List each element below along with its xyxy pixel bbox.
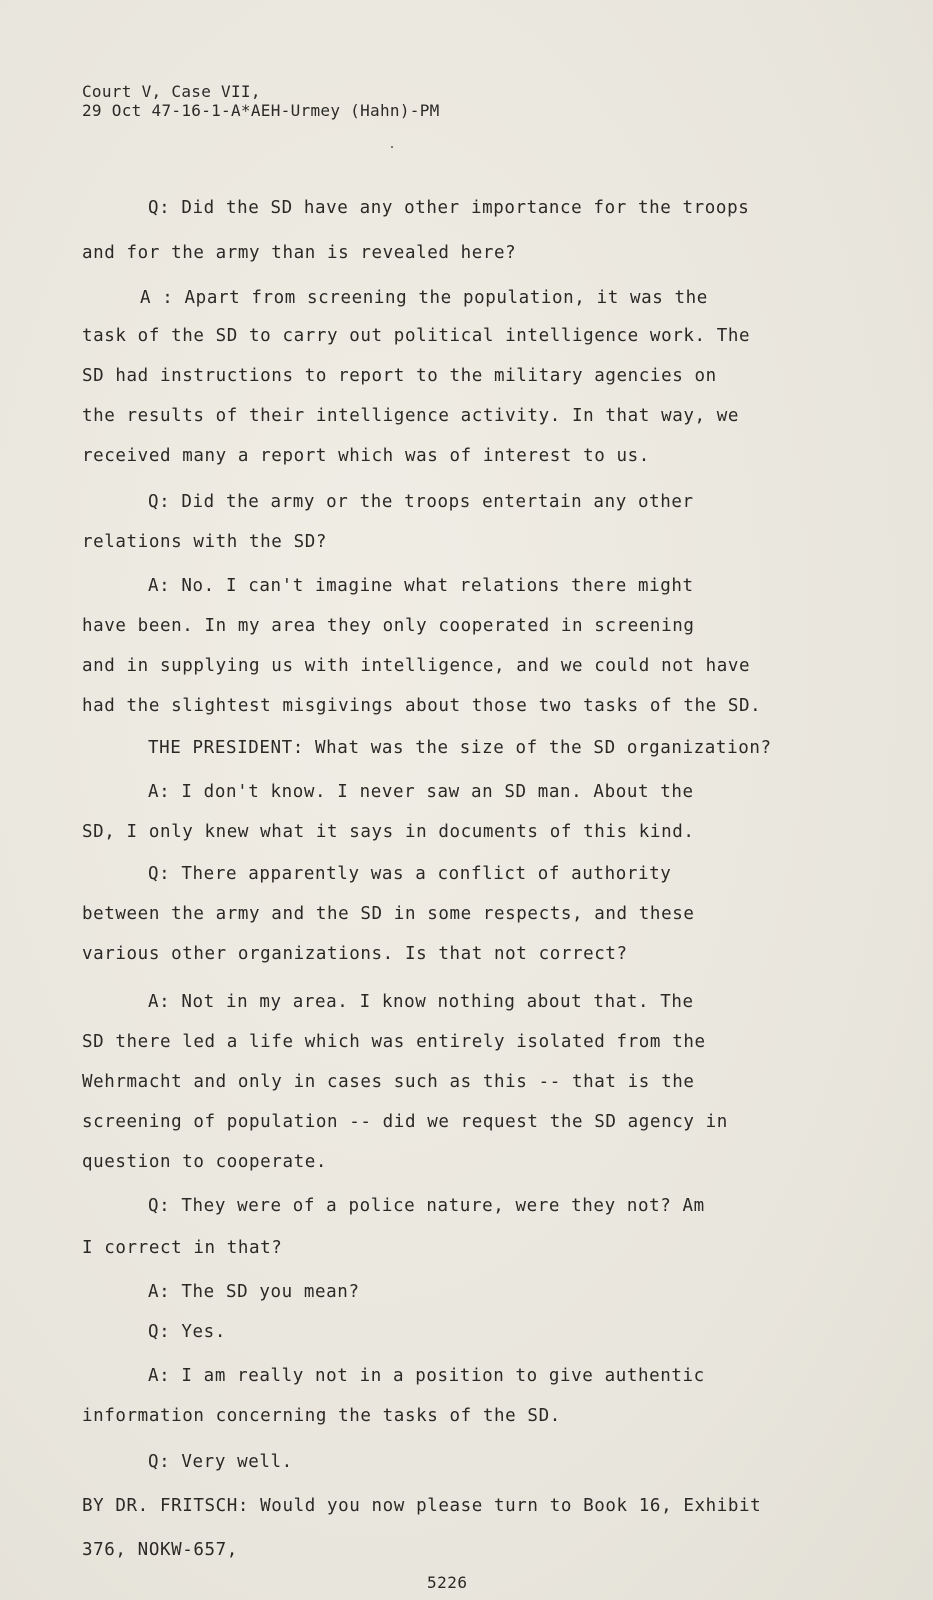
header-reference-line: 29 Oct 47-16-1-A*AEH-Urmey (Hahn)-PM <box>82 101 440 120</box>
transcript-line: SD had instructions to report to the military agencies on <box>82 366 717 386</box>
transcript-line: 376, NOKW-657, <box>82 1540 238 1560</box>
transcript-line: and for the army than is revealed here? <box>82 243 517 263</box>
transcript-line: task of the SD to carry out political intelligence work. The <box>82 326 751 346</box>
transcript-line: had the slightest misgivings about those two tasks of the SD. <box>82 696 762 716</box>
transcript-line: A: No. I can't imagine what relations there might <box>148 576 694 596</box>
transcript-line: A: Not in my area. I know nothing about that. The <box>148 992 694 1012</box>
transcript-line: question to cooperate. <box>82 1152 327 1172</box>
transcript-line: SD, I only knew what it says in documents of this kind. <box>82 822 695 842</box>
transcript-line: Q: Yes. <box>148 1322 226 1342</box>
transcript-line: A: I am really not in a position to give authentic <box>148 1366 705 1386</box>
transcript-line: A : Apart from screening the population, it was the <box>140 288 708 308</box>
transcript-line: the results of their intelligence activity. In that way, we <box>82 406 740 426</box>
transcript-line: Wehrmacht and only in cases such as this -- that is the <box>82 1072 695 1092</box>
transcript-line: and in supplying us with intelligence, and we could not have <box>82 656 751 676</box>
transcript-line: Q: Did the army or the troops entertain any other <box>148 492 694 512</box>
transcript-line: various other organizations. Is that not correct? <box>82 944 628 964</box>
transcript-line: SD there led a life which was entirely isolated from the <box>82 1032 706 1052</box>
header-case-line: Court V, Case VII, <box>82 82 261 101</box>
transcript-line: have been. In my area they only cooperated in screening <box>82 616 695 636</box>
transcript-line: A: The SD you mean? <box>148 1282 360 1302</box>
transcript-line: Q: Did the SD have any other importance for the troops <box>148 198 750 218</box>
transcript-line: A: I don't know. I never saw an SD man. About the <box>148 782 694 802</box>
transcript-line: relations with the SD? <box>82 532 327 552</box>
transcript-line: BY DR. FRITSCH: Would you now please turn to Book 16, Exhibit <box>82 1496 762 1516</box>
transcript-line: Q: There apparently was a conflict of authority <box>148 864 672 884</box>
transcript-line: Q: They were of a police nature, were they not? Am <box>148 1196 705 1216</box>
transcript-line: received many a report which was of interest to us. <box>82 446 650 466</box>
page-number: 5226 <box>427 1573 468 1592</box>
transcript-line: Q: Very well. <box>148 1452 293 1472</box>
transcript-line: information concerning the tasks of the SD. <box>82 1406 561 1426</box>
transcript-line: I correct in that? <box>82 1238 283 1258</box>
transcript-line: screening of population -- did we request the SD agency in <box>82 1112 728 1132</box>
transcript-line: between the army and the SD in some respects, and these <box>82 904 695 924</box>
transcript-line: THE PRESIDENT: What was the size of the SD organization? <box>148 738 772 758</box>
